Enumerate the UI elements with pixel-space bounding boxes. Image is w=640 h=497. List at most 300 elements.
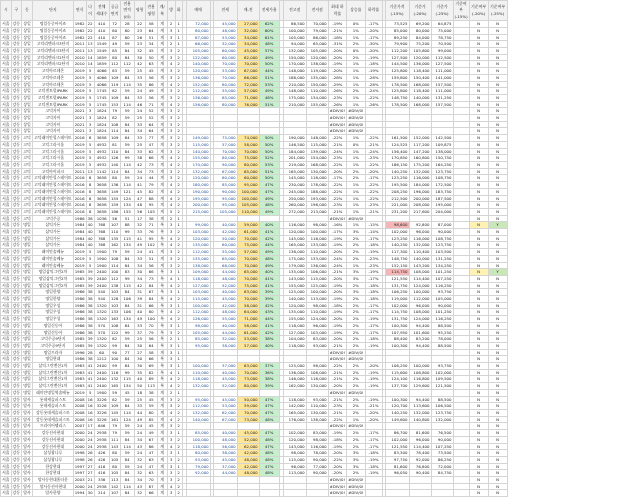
- table-cell[interactable]: [237, 128, 259, 135]
- table-cell[interactable]: 75,000: [213, 135, 237, 142]
- table-cell[interactable]: 63,000: [237, 289, 259, 296]
- table-cell[interactable]: 4066: [94, 68, 109, 75]
- table-cell[interactable]: 서울: [2, 101, 10, 107]
- table-cell[interactable]: [186, 349, 210, 356]
- table-cell[interactable]: 2016: [74, 208, 85, 214]
- table-cell[interactable]: [213, 490, 237, 497]
- table-cell[interactable]: 1320: [94, 336, 109, 343]
- table-cell[interactable]: 2019: [74, 155, 85, 161]
- table-cell[interactable]: [385, 215, 409, 222]
- table-cell[interactable]: 47%: [259, 463, 279, 470]
- table-cell[interactable]: 172,500: [431, 182, 453, 189]
- table-cell[interactable]: 77: [145, 135, 157, 142]
- table-cell[interactable]: 49%: [259, 262, 279, 269]
- table-cell[interactable]: -20%: [365, 168, 382, 175]
- table-cell[interactable]: 1: [175, 215, 182, 222]
- table-cell[interactable]: 강동: [12, 336, 21, 342]
- table-cell[interactable]: 106,500: [431, 403, 453, 410]
- table-cell[interactable]: 63: [145, 456, 157, 463]
- table-cell[interactable]: -19%: [328, 61, 346, 68]
- table-cell[interactable]: 5: [86, 101, 94, 108]
- table-cell[interactable]: 고덕: [23, 148, 31, 154]
- table-cell[interactable]: [365, 121, 382, 128]
- table-cell[interactable]: 108,750: [431, 175, 453, 182]
- table-cell[interactable]: 고덕래미안힐스테이트: [34, 135, 72, 141]
- table-cell[interactable]: 상일: [23, 61, 31, 67]
- table-cell[interactable]: 35: [134, 81, 145, 88]
- table-cell[interactable]: 125,000: [306, 282, 328, 289]
- table-cell[interactable]: 강동: [12, 456, 21, 462]
- table-cell[interactable]: #DIV/0!: [329, 356, 346, 362]
- table-cell[interactable]: 162,000: [283, 383, 306, 390]
- table-cell[interactable]: 명일: [23, 275, 31, 281]
- table-cell[interactable]: [365, 477, 382, 484]
- table-cell[interactable]: 계: [157, 101, 167, 108]
- table-cell[interactable]: 152,000: [186, 81, 210, 88]
- table-cell[interactable]: [409, 121, 431, 128]
- table-cell[interactable]: 72,000: [237, 81, 259, 88]
- table-cell[interactable]: 131,750: [385, 316, 409, 323]
- table-cell[interactable]: [385, 423, 409, 430]
- table-cell[interactable]: 51%: [259, 101, 279, 108]
- table-cell[interactable]: 103: [110, 289, 119, 295]
- table-cell[interactable]: N: [488, 490, 507, 497]
- table-cell[interactable]: 30: [134, 54, 145, 61]
- table-cell[interactable]: 88: [145, 195, 157, 202]
- table-cell[interactable]: 80,000: [186, 27, 210, 34]
- table-cell[interactable]: #DIV/0!: [348, 483, 364, 489]
- table-cell[interactable]: N: [469, 436, 488, 443]
- table-cell[interactable]: 44,000: [213, 470, 237, 477]
- table-cell[interactable]: 4: [167, 235, 175, 242]
- table-cell[interactable]: 136,000: [186, 94, 210, 101]
- table-cell[interactable]: [385, 115, 409, 122]
- table-cell[interactable]: #DIV/0!: [329, 121, 346, 127]
- table-cell[interactable]: 37,000: [213, 463, 237, 470]
- table-cell[interactable]: 115,000: [186, 141, 210, 148]
- table-cell[interactable]: 강동: [12, 389, 21, 395]
- table-cell[interactable]: 복: [157, 229, 167, 236]
- table-cell[interactable]: 102,000: [385, 436, 409, 443]
- table-cell[interactable]: 강동: [12, 115, 21, 121]
- table-cell[interactable]: 2: [175, 61, 182, 68]
- table-cell[interactable]: 서울: [2, 363, 10, 369]
- table-cell[interactable]: 서울: [2, 490, 10, 496]
- column-header[interactable]: 하락률: [365, 1, 382, 21]
- table-cell[interactable]: 56: [109, 215, 120, 222]
- table-cell[interactable]: 97,750: [385, 456, 409, 463]
- table-cell[interactable]: [306, 356, 328, 363]
- table-cell[interactable]: 강동선사현대: [33, 443, 74, 450]
- table-cell[interactable]: 서울: [2, 48, 10, 54]
- table-cell[interactable]: 0%: [347, 21, 365, 28]
- table-cell[interactable]: N: [469, 34, 488, 41]
- table-cell[interactable]: 196,000: [409, 188, 431, 195]
- table-cell[interactable]: 40: [87, 235, 93, 241]
- table-cell[interactable]: 108: [110, 322, 119, 328]
- table-cell[interactable]: 99: [109, 363, 120, 370]
- table-cell[interactable]: 1: [175, 342, 182, 349]
- table-cell[interactable]: N: [469, 309, 488, 316]
- table-cell[interactable]: 계: [157, 54, 167, 61]
- table-cell[interactable]: 33: [134, 94, 145, 101]
- table-cell[interactable]: 1986: [74, 215, 85, 221]
- table-cell[interactable]: [186, 115, 210, 122]
- table-cell[interactable]: 155,000: [306, 101, 328, 108]
- table-cell[interactable]: 62,000: [237, 443, 259, 450]
- table-cell[interactable]: 105,000: [431, 296, 453, 303]
- table-cell[interactable]: 강동: [12, 121, 21, 127]
- table-cell[interactable]: -20%: [328, 54, 346, 61]
- table-cell[interactable]: 56: [145, 336, 157, 343]
- table-cell[interactable]: 132,000: [409, 242, 431, 249]
- table-cell[interactable]: 116,250: [431, 316, 453, 323]
- table-cell[interactable]: 1%: [347, 155, 365, 162]
- table-cell[interactable]: 1824: [94, 121, 109, 128]
- table-cell[interactable]: 109: [110, 94, 119, 100]
- table-cell[interactable]: 142,500: [431, 135, 453, 142]
- table-cell[interactable]: 1984: [74, 242, 85, 248]
- table-cell[interactable]: [237, 477, 259, 484]
- table-cell[interactable]: 복: [157, 356, 167, 363]
- table-cell[interactable]: 삼익그린맨션1차: [33, 363, 74, 370]
- table-cell[interactable]: 2%: [347, 41, 365, 48]
- table-cell[interactable]: 3: [167, 403, 175, 410]
- table-cell[interactable]: 계: [157, 168, 167, 175]
- table-cell[interactable]: N: [488, 81, 507, 88]
- table-cell[interactable]: 16: [87, 403, 93, 409]
- table-cell[interactable]: 145,000: [283, 235, 306, 242]
- table-cell[interactable]: 24: [87, 436, 93, 442]
- table-cell[interactable]: 2: [175, 470, 182, 477]
- table-cell[interactable]: 13: [87, 48, 93, 54]
- table-cell[interactable]: 48,000: [213, 275, 237, 282]
- table-cell[interactable]: 95,250: [431, 329, 453, 336]
- table-cell[interactable]: -21%: [365, 208, 382, 215]
- table-cell[interactable]: -20%: [328, 383, 346, 390]
- table-cell[interactable]: 2: [167, 336, 175, 343]
- table-cell[interactable]: 3%: [347, 275, 365, 282]
- table-cell[interactable]: 44%: [259, 68, 279, 75]
- table-cell[interactable]: 53,000: [213, 403, 237, 410]
- table-cell[interactable]: 복: [157, 376, 167, 383]
- table-cell[interactable]: [259, 128, 279, 135]
- table-cell[interactable]: 0%: [347, 141, 365, 148]
- table-cell[interactable]: 2011: [74, 41, 85, 47]
- table-cell[interactable]: 명일: [23, 309, 31, 315]
- table-cell[interactable]: 45: [145, 68, 157, 75]
- table-cell[interactable]: 38: [87, 302, 93, 308]
- table-cell[interactable]: 39: [87, 282, 93, 288]
- table-cell[interactable]: 2019: [74, 161, 85, 167]
- table-cell[interactable]: 복: [157, 222, 167, 229]
- table-cell[interactable]: -21%: [365, 141, 382, 148]
- table-cell[interactable]: N: [469, 416, 488, 423]
- table-cell[interactable]: 1%: [347, 161, 365, 168]
- table-cell[interactable]: 142,000: [283, 403, 306, 410]
- table-cell[interactable]: 73,500: [431, 450, 453, 457]
- table-cell[interactable]: 계: [157, 490, 167, 497]
- table-cell[interactable]: 2019: [74, 74, 85, 80]
- table-cell[interactable]: [431, 349, 453, 356]
- table-cell[interactable]: 30: [134, 342, 145, 349]
- table-cell[interactable]: [453, 195, 469, 202]
- table-cell[interactable]: 강동: [12, 21, 21, 27]
- table-cell[interactable]: 한강현대: [33, 470, 74, 477]
- table-cell[interactable]: 명일우성: [33, 316, 74, 323]
- table-cell[interactable]: 명일삼익그린2차: [33, 275, 74, 282]
- table-cell[interactable]: 120,000: [186, 235, 210, 242]
- table-cell[interactable]: 서울: [2, 342, 10, 348]
- table-cell[interactable]: 48,000: [237, 456, 259, 463]
- table-cell[interactable]: 105: [110, 456, 119, 462]
- table-cell[interactable]: 0%: [347, 48, 365, 55]
- table-cell[interactable]: N: [488, 148, 507, 155]
- table-cell[interactable]: 계: [157, 161, 167, 168]
- table-cell[interactable]: 70,000: [213, 61, 237, 68]
- table-cell[interactable]: 58,000: [237, 141, 259, 148]
- table-cell[interactable]: [186, 121, 210, 128]
- table-cell[interactable]: 명일우성: [33, 309, 74, 316]
- table-cell[interactable]: 고덕래미안힐스테이트: [34, 188, 72, 194]
- table-cell[interactable]: 113: [110, 477, 119, 483]
- table-cell[interactable]: 23: [134, 41, 145, 48]
- table-cell[interactable]: 서울: [2, 148, 10, 154]
- table-cell[interactable]: 39%: [259, 289, 279, 296]
- table-cell[interactable]: 84: [120, 74, 134, 81]
- table-cell[interactable]: 1: [175, 450, 182, 457]
- table-cell[interactable]: 강동: [12, 155, 21, 161]
- table-cell[interactable]: 명일: [23, 242, 31, 248]
- table-cell[interactable]: 138,000: [186, 262, 210, 269]
- table-cell[interactable]: N: [488, 215, 507, 222]
- table-cell[interactable]: 73,000: [237, 416, 259, 423]
- table-cell[interactable]: 100,000: [409, 363, 431, 370]
- table-cell[interactable]: 삼익그린맨션1차: [33, 383, 74, 390]
- table-cell[interactable]: [453, 396, 469, 403]
- table-cell[interactable]: 114: [120, 101, 134, 108]
- table-cell[interactable]: [453, 54, 469, 61]
- table-cell[interactable]: -24%: [328, 262, 346, 269]
- table-cell[interactable]: 59: [120, 430, 134, 437]
- table-cell[interactable]: [409, 490, 431, 497]
- table-cell[interactable]: 110,000: [237, 208, 259, 215]
- table-cell[interactable]: 45: [134, 188, 145, 195]
- table-cell[interactable]: 188,000: [283, 74, 306, 81]
- table-cell[interactable]: 2008: [74, 410, 85, 415]
- table-cell[interactable]: 강동: [12, 416, 21, 422]
- table-cell[interactable]: [453, 155, 469, 162]
- table-cell[interactable]: -17%: [365, 34, 382, 41]
- table-cell[interactable]: 140,250: [385, 242, 409, 249]
- table-cell[interactable]: 1%: [347, 135, 365, 142]
- table-cell[interactable]: 삼익가든: [33, 242, 74, 249]
- table-cell[interactable]: 84: [120, 168, 134, 175]
- table-cell[interactable]: 136: [110, 182, 119, 188]
- table-cell[interactable]: [213, 356, 237, 363]
- table-cell[interactable]: 강동: [12, 410, 21, 415]
- table-cell[interactable]: 64,000: [237, 309, 259, 316]
- table-cell[interactable]: 40,000: [213, 369, 237, 376]
- table-cell[interactable]: 66,000: [186, 41, 210, 48]
- table-cell[interactable]: 53%: [259, 81, 279, 88]
- table-cell[interactable]: 85,000: [186, 336, 210, 343]
- table-cell[interactable]: 26: [87, 456, 93, 462]
- table-cell[interactable]: 78,750: [431, 34, 453, 41]
- table-cell[interactable]: -22%: [328, 161, 346, 168]
- table-cell[interactable]: 복: [157, 296, 167, 303]
- table-cell[interactable]: 롯데캐슬퍼스트: [33, 396, 74, 403]
- table-cell[interactable]: 40: [87, 242, 93, 248]
- table-cell[interactable]: [409, 115, 431, 122]
- table-cell[interactable]: 서울: [2, 81, 10, 87]
- table-cell[interactable]: 123,750: [431, 410, 453, 417]
- table-cell[interactable]: 2%: [347, 329, 365, 336]
- table-cell[interactable]: 2: [175, 168, 182, 175]
- table-cell[interactable]: 100,000: [186, 436, 210, 443]
- table-cell[interactable]: 135,000: [306, 74, 328, 81]
- table-cell[interactable]: 98,600: [385, 222, 409, 229]
- table-cell[interactable]: 32,000: [213, 336, 237, 343]
- table-cell[interactable]: 59: [120, 141, 134, 148]
- table-cell[interactable]: 58,000: [237, 302, 259, 309]
- table-cell[interactable]: -16%: [328, 222, 346, 229]
- table-cell[interactable]: 2%: [347, 376, 365, 383]
- table-cell[interactable]: 2: [175, 282, 182, 289]
- table-cell[interactable]: 102,000: [283, 430, 306, 437]
- table-cell[interactable]: 121: [120, 188, 134, 195]
- table-cell[interactable]: 암사동현대홈타운: [33, 477, 74, 484]
- table-cell[interactable]: 1900: [94, 249, 109, 256]
- table-cell[interactable]: 3%: [347, 289, 365, 296]
- table-cell[interactable]: -20%: [328, 289, 346, 296]
- table-cell[interactable]: 강동: [12, 383, 21, 389]
- table-cell[interactable]: 165: [110, 383, 119, 389]
- table-cell[interactable]: 109: [110, 135, 119, 141]
- table-cell[interactable]: 80: [109, 54, 120, 61]
- table-cell[interactable]: N: [469, 41, 488, 48]
- table-cell[interactable]: [431, 483, 453, 490]
- table-cell[interactable]: 강동: [12, 356, 21, 362]
- table-cell[interactable]: 2: [175, 477, 182, 484]
- table-cell[interactable]: 강동: [12, 74, 21, 80]
- table-cell[interactable]: -21%: [328, 27, 346, 34]
- table-cell[interactable]: 38: [134, 155, 145, 162]
- table-cell[interactable]: [431, 115, 453, 122]
- table-cell[interactable]: 1%: [347, 74, 365, 81]
- table-cell[interactable]: 계: [157, 94, 167, 101]
- table-cell[interactable]: N: [488, 101, 507, 108]
- table-cell[interactable]: [259, 423, 279, 430]
- table-cell[interactable]: 서울: [2, 161, 10, 167]
- table-cell[interactable]: 84: [120, 54, 134, 61]
- table-cell[interactable]: -21%: [328, 369, 346, 376]
- table-cell[interactable]: 94,000: [283, 41, 306, 48]
- table-cell[interactable]: 상일: [23, 54, 31, 60]
- table-cell[interactable]: 3658: [94, 195, 109, 202]
- table-cell[interactable]: 계: [157, 74, 167, 81]
- table-cell[interactable]: 4932: [94, 155, 109, 162]
- table-cell[interactable]: 32,000: [237, 27, 259, 34]
- table-cell[interactable]: -31%: [328, 41, 346, 48]
- table-cell[interactable]: 161,500: [385, 135, 409, 142]
- table-cell[interactable]: 서울: [2, 436, 10, 442]
- table-cell[interactable]: 4: [167, 483, 175, 490]
- table-cell[interactable]: 2400: [94, 363, 109, 370]
- table-cell[interactable]: 52: [145, 108, 157, 115]
- table-cell[interactable]: 4: [167, 81, 175, 88]
- table-cell[interactable]: 165,000: [283, 168, 306, 175]
- table-cell[interactable]: -19%: [365, 316, 382, 323]
- table-cell[interactable]: 계: [157, 48, 167, 55]
- table-cell[interactable]: 2: [175, 483, 182, 490]
- table-cell[interactable]: 69,200: [409, 21, 431, 28]
- table-cell[interactable]: 3: [167, 490, 175, 497]
- table-cell[interactable]: -20%: [365, 48, 382, 55]
- table-cell[interactable]: 4: [167, 309, 175, 316]
- table-cell[interactable]: 49: [134, 316, 145, 323]
- table-cell[interactable]: 고덕센트럴IPARK: [33, 101, 74, 108]
- table-cell[interactable]: 3: [167, 54, 175, 61]
- table-cell[interactable]: -22%: [365, 94, 382, 101]
- table-cell[interactable]: [409, 477, 431, 484]
- table-cell[interactable]: N: [469, 101, 488, 108]
- column-header[interactable]: 기준여부 (-20%): [469, 1, 488, 21]
- table-cell[interactable]: 40: [134, 309, 145, 316]
- table-cell[interactable]: 138,000: [431, 148, 453, 155]
- table-cell[interactable]: 2%: [347, 430, 365, 437]
- column-header[interactable]: 전세가율: [259, 1, 279, 21]
- table-cell[interactable]: 1: [175, 356, 182, 363]
- table-cell[interactable]: 2021: [74, 108, 85, 114]
- table-cell[interactable]: 89,250: [385, 34, 409, 41]
- table-cell[interactable]: 125,800: [385, 68, 409, 75]
- table-cell[interactable]: 110,000: [306, 249, 328, 256]
- table-cell[interactable]: [409, 483, 431, 490]
- table-cell[interactable]: [453, 403, 469, 410]
- table-cell[interactable]: 82: [109, 396, 120, 403]
- table-cell[interactable]: 175,200: [409, 161, 431, 168]
- table-cell[interactable]: -20%: [365, 27, 382, 34]
- table-cell[interactable]: -19%: [365, 396, 382, 403]
- table-cell[interactable]: N: [469, 396, 488, 403]
- table-cell[interactable]: 142: [110, 483, 119, 489]
- table-cell[interactable]: 100: [145, 316, 157, 323]
- table-cell[interactable]: 133: [110, 309, 119, 315]
- table-cell[interactable]: -20%: [328, 68, 346, 75]
- table-cell[interactable]: 212,500: [385, 195, 409, 202]
- table-cell[interactable]: [385, 128, 409, 135]
- table-cell[interactable]: N: [488, 329, 507, 336]
- table-cell[interactable]: 2: [167, 389, 175, 396]
- table-cell[interactable]: 116,000: [409, 175, 431, 182]
- table-cell[interactable]: 72,000: [431, 463, 453, 470]
- table-cell[interactable]: 2011: [74, 48, 85, 54]
- table-cell[interactable]: 암사: [23, 410, 31, 415]
- table-cell[interactable]: 1: [175, 27, 182, 34]
- table-cell[interactable]: 1986: [74, 289, 85, 295]
- table-cell[interactable]: 45,000: [213, 396, 237, 403]
- table-cell[interactable]: N: [469, 148, 488, 155]
- table-cell[interactable]: 99: [120, 155, 134, 162]
- table-cell[interactable]: [453, 456, 469, 463]
- table-cell[interactable]: 33: [134, 135, 145, 142]
- table-cell[interactable]: -18%: [365, 242, 382, 249]
- table-cell[interactable]: 119,000: [385, 296, 409, 303]
- table-cell[interactable]: 고덕: [23, 182, 31, 188]
- table-cell[interactable]: 95,000: [237, 182, 259, 189]
- table-cell[interactable]: [259, 215, 279, 222]
